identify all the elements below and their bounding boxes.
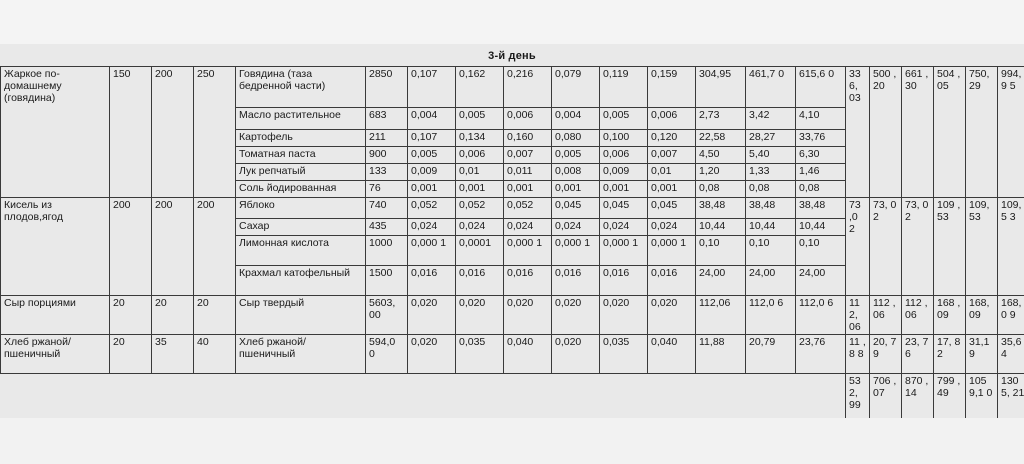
value-cell: 0,107 xyxy=(408,67,456,108)
total-cell: 750, 29 xyxy=(966,67,998,198)
value-cell: 0,000 1 xyxy=(408,236,456,266)
value-cell: 0,000 1 xyxy=(648,236,696,266)
value-cell: 0,000 1 xyxy=(552,236,600,266)
value-cell: 0,000 1 xyxy=(600,236,648,266)
value-cell: 0,216 xyxy=(504,67,552,108)
cost-cell: 112,0 6 xyxy=(796,296,846,335)
value-cell: 0,005 xyxy=(600,108,648,130)
value-cell: 0,040 xyxy=(504,335,552,374)
total-cell: 11 ,8 8 xyxy=(846,335,870,374)
total-cell: 994,9 5 xyxy=(998,67,1024,198)
portion-cell: 20 xyxy=(110,335,152,374)
cost-cell: 24,00 xyxy=(796,266,846,296)
value-cell: 0,079 xyxy=(552,67,600,108)
value-cell: 0,080 xyxy=(552,130,600,147)
grand-total-row xyxy=(1,374,1024,419)
value-cell: 0,016 xyxy=(408,266,456,296)
price-cell: 683 xyxy=(366,108,408,130)
value-cell: 0,006 xyxy=(456,147,504,164)
value-cell: 0,024 xyxy=(552,219,600,236)
cost-cell: 112,0 6 xyxy=(746,296,796,335)
portion-cell: 200 xyxy=(110,198,152,296)
value-cell: 0,005 xyxy=(408,147,456,164)
ingredient-name: Соль йодированная xyxy=(236,181,366,198)
value-cell: 0,000 1 xyxy=(504,236,552,266)
value-cell: 0,100 xyxy=(600,130,648,147)
price-cell: 133 xyxy=(366,164,408,181)
cost-cell: 10,44 xyxy=(746,219,796,236)
cost-cell: 0,08 xyxy=(696,181,746,198)
total-cell: 31,1 9 xyxy=(966,335,998,374)
value-cell: 0,016 xyxy=(504,266,552,296)
value-cell: 0,020 xyxy=(552,335,600,374)
value-cell: 0,007 xyxy=(648,147,696,164)
value-cell: 0,024 xyxy=(408,219,456,236)
value-cell: 0,020 xyxy=(504,296,552,335)
ingredient-name: Лук репчатый xyxy=(236,164,366,181)
value-cell: 0,024 xyxy=(648,219,696,236)
ingredient-name: Картофель xyxy=(236,130,366,147)
value-cell: 0,020 xyxy=(456,296,504,335)
value-cell: 0,016 xyxy=(648,266,696,296)
portion-cell: 35 xyxy=(152,335,194,374)
value-cell: 0,004 xyxy=(552,108,600,130)
grand-total-cell: 870 ,14 xyxy=(902,374,934,419)
total-cell: 109 ,53 xyxy=(934,198,966,296)
total-cell: 168 ,09 xyxy=(934,296,966,335)
cost-cell: 20,79 xyxy=(746,335,796,374)
table-row xyxy=(1,67,1024,108)
value-cell: 0,020 xyxy=(552,296,600,335)
total-cell: 73 ,0 2 xyxy=(846,198,870,296)
table-row xyxy=(1,296,1024,335)
value-cell: 0,020 xyxy=(408,335,456,374)
total-cell: 168,0 9 xyxy=(998,296,1024,335)
total-cell: 73, 02 xyxy=(870,198,902,296)
value-cell: 0,052 xyxy=(456,198,504,219)
price-cell: 594,0 0 xyxy=(366,335,408,374)
cost-cell: 1,33 xyxy=(746,164,796,181)
value-cell: 0,119 xyxy=(600,67,648,108)
value-cell: 0,001 xyxy=(552,181,600,198)
cost-cell: 461,7 0 xyxy=(746,67,796,108)
grand-total-cell: 105 9,1 0 xyxy=(966,374,998,419)
total-cell: 20, 79 xyxy=(870,335,902,374)
cost-cell: 0,10 xyxy=(746,236,796,266)
ingredient-name: Крахмал катофельный xyxy=(236,266,366,296)
cost-cell: 304,95 xyxy=(696,67,746,108)
price-cell: 1000 xyxy=(366,236,408,266)
total-cell: 168, 09 xyxy=(966,296,998,335)
value-cell: 0,016 xyxy=(600,266,648,296)
ingredient-name: Хлеб ржаной/пшеничный xyxy=(236,335,366,374)
portion-cell: 20 xyxy=(194,296,236,335)
cost-cell: 5,40 xyxy=(746,147,796,164)
cost-cell: 1,46 xyxy=(796,164,846,181)
cost-cell: 10,44 xyxy=(796,219,846,236)
table-row xyxy=(1,335,1024,374)
cost-cell: 1,20 xyxy=(696,164,746,181)
portion-cell: 20 xyxy=(152,296,194,335)
cost-cell: 38,48 xyxy=(696,198,746,219)
value-cell: 0,020 xyxy=(600,296,648,335)
value-cell: 0,01 xyxy=(648,164,696,181)
total-cell: 17, 82 xyxy=(934,335,966,374)
value-cell: 0,006 xyxy=(648,108,696,130)
grand-total-cell: 706 ,07 xyxy=(870,374,902,419)
menu-calculation-sheet xyxy=(0,44,1024,420)
price-cell: 435 xyxy=(366,219,408,236)
grand-total-spacer xyxy=(1,374,846,419)
value-cell: 0,134 xyxy=(456,130,504,147)
table-row xyxy=(1,198,1024,219)
value-cell: 0,162 xyxy=(456,67,504,108)
ingredient-name: Говядина (таза бедренной части) xyxy=(236,67,366,108)
value-cell: 0,016 xyxy=(552,266,600,296)
portion-cell: 20 xyxy=(110,296,152,335)
cost-cell: 11,88 xyxy=(696,335,746,374)
price-cell: 2850 xyxy=(366,67,408,108)
total-cell: 11 2, 06 xyxy=(846,296,870,335)
value-cell: 0,120 xyxy=(648,130,696,147)
value-cell: 0,001 xyxy=(456,181,504,198)
ingredient-name: Лимонная кислота xyxy=(236,236,366,266)
value-cell: 0,004 xyxy=(408,108,456,130)
total-cell: 112 ,06 xyxy=(870,296,902,335)
value-cell: 0,006 xyxy=(600,147,648,164)
value-cell: 0,011 xyxy=(504,164,552,181)
value-cell: 0,045 xyxy=(600,198,648,219)
value-cell: 0,001 xyxy=(600,181,648,198)
portion-cell: 40 xyxy=(194,335,236,374)
ingredient-name: Сахар xyxy=(236,219,366,236)
price-cell: 5603, 00 xyxy=(366,296,408,335)
total-cell: 109,5 3 xyxy=(998,198,1024,296)
value-cell: 0,035 xyxy=(600,335,648,374)
value-cell: 0,024 xyxy=(504,219,552,236)
price-cell: 76 xyxy=(366,181,408,198)
cost-cell: 24,00 xyxy=(696,266,746,296)
value-cell: 0,052 xyxy=(504,198,552,219)
cost-cell: 28,27 xyxy=(746,130,796,147)
total-cell: 112 ,06 xyxy=(902,296,934,335)
value-cell: 0,020 xyxy=(408,296,456,335)
value-cell: 0,040 xyxy=(648,335,696,374)
cost-cell: 2,73 xyxy=(696,108,746,130)
grand-total-cell: 53 2, 99 xyxy=(846,374,870,419)
portion-cell: 200 xyxy=(152,198,194,296)
price-cell: 1500 xyxy=(366,266,408,296)
cost-cell: 112,06 xyxy=(696,296,746,335)
cost-cell: 33,76 xyxy=(796,130,846,147)
portion-cell: 200 xyxy=(194,198,236,296)
value-cell: 0,045 xyxy=(648,198,696,219)
cost-cell: 4,50 xyxy=(696,147,746,164)
total-cell: 504 ,05 xyxy=(934,67,966,198)
cost-cell: 0,10 xyxy=(796,236,846,266)
value-cell: 0,0001 xyxy=(456,236,504,266)
value-cell: 0,005 xyxy=(552,147,600,164)
ingredient-name: Масло растительное xyxy=(236,108,366,130)
portion-cell: 200 xyxy=(152,67,194,198)
portion-cell: 250 xyxy=(194,67,236,198)
value-cell: 0,107 xyxy=(408,130,456,147)
total-cell: 33 6, 03 xyxy=(846,67,870,198)
value-cell: 0,001 xyxy=(504,181,552,198)
value-cell: 0,007 xyxy=(504,147,552,164)
total-cell: 23, 76 xyxy=(902,335,934,374)
cost-cell: 10,44 xyxy=(696,219,746,236)
cost-cell: 38,48 xyxy=(746,198,796,219)
total-cell: 661 ,30 xyxy=(902,67,934,198)
page-background-top xyxy=(0,0,1024,44)
cost-cell: 0,08 xyxy=(746,181,796,198)
value-cell: 0,024 xyxy=(456,219,504,236)
value-cell: 0,009 xyxy=(408,164,456,181)
dish-name: Жаркое по-домашнему (говядина) xyxy=(1,67,110,198)
value-cell: 0,01 xyxy=(456,164,504,181)
dish-name: Хлеб ржаной/пшеничный xyxy=(1,335,110,374)
cost-cell: 6,30 xyxy=(796,147,846,164)
cost-cell: 22,58 xyxy=(696,130,746,147)
total-cell: 500 ,20 xyxy=(870,67,902,198)
dish-name: Кисель из плодов,ягод xyxy=(1,198,110,296)
total-cell: 73, 02 xyxy=(902,198,934,296)
value-cell: 0,024 xyxy=(600,219,648,236)
price-cell: 740 xyxy=(366,198,408,219)
ingredient-name: Яблоко xyxy=(236,198,366,219)
value-cell: 0,035 xyxy=(456,335,504,374)
cost-cell: 23,76 xyxy=(796,335,846,374)
value-cell: 0,008 xyxy=(552,164,600,181)
value-cell: 0,005 xyxy=(456,108,504,130)
price-cell: 900 xyxy=(366,147,408,164)
value-cell: 0,159 xyxy=(648,67,696,108)
value-cell: 0,045 xyxy=(552,198,600,219)
value-cell: 0,001 xyxy=(408,181,456,198)
value-cell: 0,052 xyxy=(408,198,456,219)
value-cell: 0,016 xyxy=(456,266,504,296)
cost-cell: 4,10 xyxy=(796,108,846,130)
menu-table xyxy=(0,66,1024,419)
ingredient-name: Томатная паста xyxy=(236,147,366,164)
value-cell: 0,006 xyxy=(504,108,552,130)
grand-total-cell: 1305, 21 xyxy=(998,374,1024,419)
ingredient-name: Сыр твердый xyxy=(236,296,366,335)
grand-total-cell: 799 ,49 xyxy=(934,374,966,419)
total-cell: 35,64 xyxy=(998,335,1024,374)
page-background-bottom xyxy=(0,418,1024,464)
cost-cell: 3,42 xyxy=(746,108,796,130)
cost-cell: 0,08 xyxy=(796,181,846,198)
value-cell: 0,020 xyxy=(648,296,696,335)
cost-cell: 615,6 0 xyxy=(796,67,846,108)
page-title: 3-й день xyxy=(488,50,536,62)
dish-name: Сыр порциями xyxy=(1,296,110,335)
price-cell: 211 xyxy=(366,130,408,147)
value-cell: 0,160 xyxy=(504,130,552,147)
cost-cell: 24,00 xyxy=(746,266,796,296)
total-cell: 109, 53 xyxy=(966,198,998,296)
value-cell: 0,001 xyxy=(648,181,696,198)
cost-cell: 0,10 xyxy=(696,236,746,266)
cost-cell: 38,48 xyxy=(796,198,846,219)
value-cell: 0,009 xyxy=(600,164,648,181)
portion-cell: 150 xyxy=(110,67,152,198)
